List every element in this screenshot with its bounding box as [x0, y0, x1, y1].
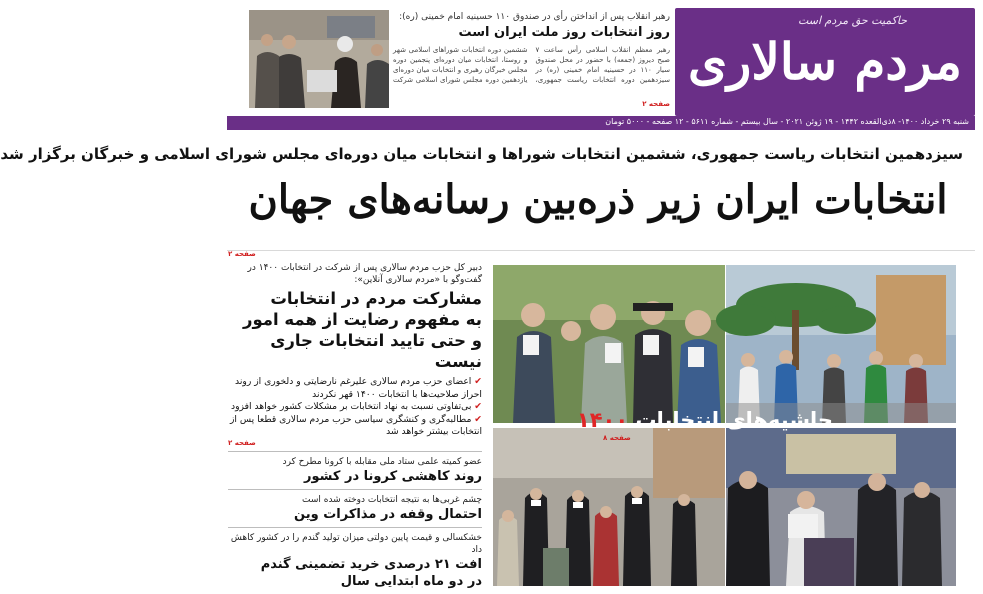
- bullet-icon: ✔: [474, 376, 482, 387]
- bullet-icon: ✔: [474, 401, 482, 412]
- headline-line: مشارکت مردم در انتخابات: [270, 289, 482, 308]
- top-teaser[interactable]: [393, 12, 670, 108]
- teaser-body: رهبر معظم انقلاب اسلامی رأس ساعت ۷ صبح دیروز (جمعه) با حضور در محل صندوق سیار ۱۱۰ در حسینیه امام خمینی (ره) در سیزدهمین دوره انتخابات ریاست جمهوری، ششمین دوره انتخابات شوراهای اسلامی شهر و روستا، انتخابات میان دوره‌ای پنجمین دوره مجلس خبرگان رهبری و انتخابات میان دوره‌ای یازدهمین دوره مجلس شورای اسلامی شرکت: [393, 46, 670, 84]
- issue-date-line: شنبه ۲۹ خرداد ۱۴۰۰- ۸ذی‌القعده ۱۴۴۲ - ۱۹ ژوئن ۲۰۲۱ - سال بیستم - شماره ۵۶۱۱ - ۱۲ صفحه - ۵۰۰۰ تومان: [605, 117, 969, 126]
- story-headline: [228, 556, 482, 590]
- bullet-item: ✔ مطالبه‌گری و کنشگری سیاسی حزب مردم سالاری قطعا پس از انتخابات بیشتر خواهد شد: [230, 413, 482, 437]
- page-marker: صفحه ۲: [228, 438, 256, 447]
- teaser-title: روز انتخابات روز ملت ایران است: [458, 25, 670, 40]
- photo-voters-ballots-men: [493, 265, 725, 423]
- supertitle: سیزدهمین انتخابات ریاست جمهوری، ششمین انتخابات شوراها و انتخابات میان دوره‌ای مجلس شورای اسلامی و خبرگان برگزار شد: [0, 145, 963, 163]
- headline-line: به مفهوم رضایت از همه امور: [242, 310, 482, 329]
- photo-feature-title: [576, 408, 833, 432]
- headline-line: افت ۲۱ درصدی خرید تضمینی گندم: [260, 556, 482, 572]
- story-party-leader[interactable]: [228, 262, 482, 447]
- headline-line: در دو ماه ابتدایی سال: [340, 573, 482, 589]
- photo-women-voting-station: [726, 428, 956, 586]
- teaser-kicker: رهبر انقلاب پس از انداختن رأی در صندوق ۱۱۰ حسینیه امام خمینی (ره):: [399, 12, 670, 22]
- bullet-item: ✔ اعضای حزب مردم سالاری علیرغم نارضایتی و دلخوری از روند احراز صلاحیت‌ها با انتخابات ۱۴۰۰ قهر نکردند: [235, 376, 482, 400]
- column-divider: [228, 489, 482, 490]
- story-kicker: چشم غربی‌ها به نتیجه انتخابات دوخته شده است: [302, 494, 482, 505]
- story-bullets: [228, 376, 482, 439]
- date-strip: [227, 116, 975, 130]
- story-headline: احتمال وقفه در مذاکرات وین: [294, 506, 482, 522]
- photo-queue-women-street: [493, 428, 725, 586]
- left-news-column: [228, 250, 482, 590]
- headline-line: و حتی تایید انتخابات جاری نیست: [270, 331, 482, 371]
- story-kicker: دبیر کل حزب مردم سالاری پس از شرکت در انتخابات ۱۴۰۰ در گفت‌وگو با «مردم سالاری آنلاین»:: [247, 263, 482, 285]
- masthead: [675, 8, 975, 116]
- page-marker: صفحه ۸: [603, 434, 631, 442]
- page-marker: صفحه ۲: [228, 250, 256, 258]
- masthead-slogan: حاکمیت حق مردم است: [797, 14, 908, 27]
- column-divider: [228, 527, 482, 528]
- story-headline: [228, 288, 482, 372]
- column-divider: [228, 451, 482, 452]
- bullet-icon: ✔: [474, 413, 482, 425]
- main-headline[interactable]: انتخابات ایران زیر ذره‌بین رسانه‌های جهان: [248, 176, 948, 223]
- story-kicker: عضو کمیته علمی ستاد ملی مقابله با کرونا مطرح کرد: [282, 456, 482, 467]
- story-corona[interactable]: [228, 456, 482, 485]
- photo-leader-voting: [249, 10, 389, 108]
- story-vienna-talks[interactable]: [228, 494, 482, 523]
- bullet-item: ✔ بی‌تفاوتی نسبت به نهاد انتخابات بر مشکلات کشور خواهد افزود: [231, 401, 482, 412]
- banner-year: ۱۴۰۰: [576, 408, 629, 432]
- banner-prefix: حاشیه‌های انتخابات: [635, 408, 833, 432]
- teaser-page-marker: صفحه ۲: [642, 100, 670, 108]
- story-headline: روند کاهشی کرونا در کشور: [304, 468, 482, 484]
- section-divider: [227, 250, 975, 251]
- story-wheat[interactable]: [228, 532, 482, 590]
- story-kicker: خشکسالی و قیمت پایین دولتی میزان تولید گندم را در کشور کاهش داد: [230, 532, 482, 555]
- newspaper-logo: مردم سالاری: [688, 32, 962, 91]
- photo-feature-banner[interactable]: [576, 408, 833, 440]
- photo-voters-palm-trees: [726, 265, 956, 423]
